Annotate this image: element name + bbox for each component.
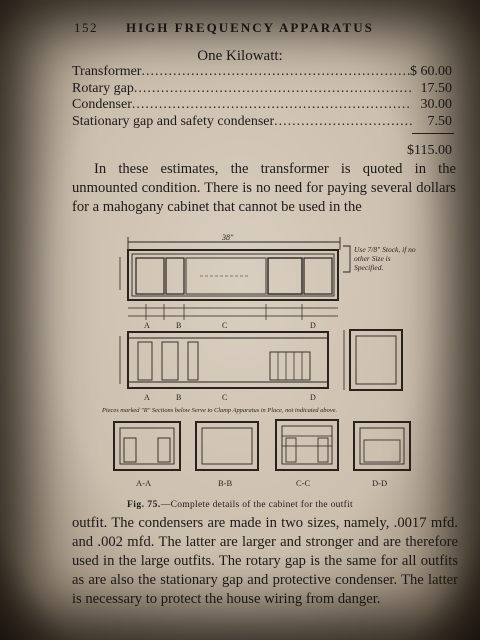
section-letter: B bbox=[176, 393, 182, 402]
cost-label: Stationary gap and safety condenser bbox=[72, 113, 275, 129]
caption-text: —Complete details of the cabinet for the outfit bbox=[160, 500, 353, 510]
cost-amount: 17.50 bbox=[420, 80, 452, 96]
cost-row bbox=[72, 64, 452, 81]
plan-dimensions bbox=[128, 304, 338, 320]
note-line: Specified. bbox=[354, 263, 384, 272]
leader-dots bbox=[134, 81, 412, 98]
section-label: B-B bbox=[218, 478, 233, 488]
section-letter: D bbox=[310, 321, 316, 330]
cost-amount: 7.50 bbox=[427, 113, 452, 129]
section-letter: A bbox=[144, 393, 150, 402]
dimension-label: 38" bbox=[222, 233, 234, 242]
section-labels bbox=[136, 478, 387, 488]
section-dd bbox=[354, 422, 410, 470]
cost-amount: $ 60.00 bbox=[410, 64, 452, 79]
leader-dots bbox=[132, 97, 412, 114]
front-elevation bbox=[120, 332, 328, 388]
stock-note bbox=[343, 245, 416, 272]
paragraph-text: In these estimates, the transformer is quoted in the unmounted condition. There is no need for paying several dollars for a mahogany cabinet that cannot be used in the bbox=[72, 161, 456, 215]
cost-amount: 30.00 bbox=[420, 97, 452, 112]
cost-row bbox=[72, 97, 452, 114]
pieces-note: Pieces marked "R" Sections below Serve to Clamp Apparatus in Place, not indicated above. bbox=[102, 407, 338, 414]
body-paragraph bbox=[72, 160, 456, 217]
section-subtitle: One Kilowatt: bbox=[197, 48, 283, 64]
cost-row bbox=[72, 114, 452, 131]
section-bb bbox=[196, 422, 258, 470]
section-markers-top bbox=[144, 321, 316, 330]
page-number: 152 bbox=[74, 20, 98, 35]
top-dimension bbox=[128, 233, 340, 250]
body-paragraph: outfit. The condensers are made in two sizes, namely, .0017 mfd. and .002 mfd. The latter are larger and stronger and are therefore used in the large outfits. The rotary gap is the same for all outfits as are also the stationary gap and protective condenser. The latter is necessary to protect the house wiring from danger. bbox=[72, 515, 458, 607]
total-rule bbox=[412, 133, 454, 134]
section-letter: D bbox=[310, 393, 316, 402]
cost-label: Condenser bbox=[72, 97, 132, 112]
cabinet-drawing bbox=[100, 232, 420, 494]
section-cc bbox=[276, 420, 338, 470]
cost-row bbox=[72, 81, 452, 98]
page-header bbox=[74, 20, 456, 36]
cost-table bbox=[72, 64, 452, 130]
note-line: Use 7/8" Stock, if no bbox=[354, 245, 416, 254]
leader-dots bbox=[274, 114, 412, 131]
running-title: HIGH FREQUENCY APPARATUS bbox=[126, 20, 374, 35]
figure-number: Fig. 75. bbox=[126, 500, 161, 510]
section-letter: C bbox=[222, 393, 228, 402]
section-aa bbox=[114, 422, 180, 470]
section-label: D-D bbox=[372, 478, 388, 488]
note-line: other Size is bbox=[354, 254, 391, 263]
cost-label: Rotary gap bbox=[72, 80, 134, 96]
section-label: A-A bbox=[136, 478, 152, 488]
section-label: C-C bbox=[296, 478, 311, 488]
side-elevation bbox=[344, 330, 402, 390]
figure-caption bbox=[0, 500, 480, 510]
section-letter: A bbox=[144, 321, 150, 330]
leader-dots bbox=[141, 64, 410, 81]
section-letter: C bbox=[222, 321, 228, 330]
cost-label: Transformer bbox=[72, 64, 142, 79]
section-letter: B bbox=[176, 321, 182, 330]
section-markers-bottom bbox=[144, 393, 316, 402]
plan-view bbox=[120, 250, 338, 300]
total-amount: $115.00 bbox=[407, 143, 452, 158]
